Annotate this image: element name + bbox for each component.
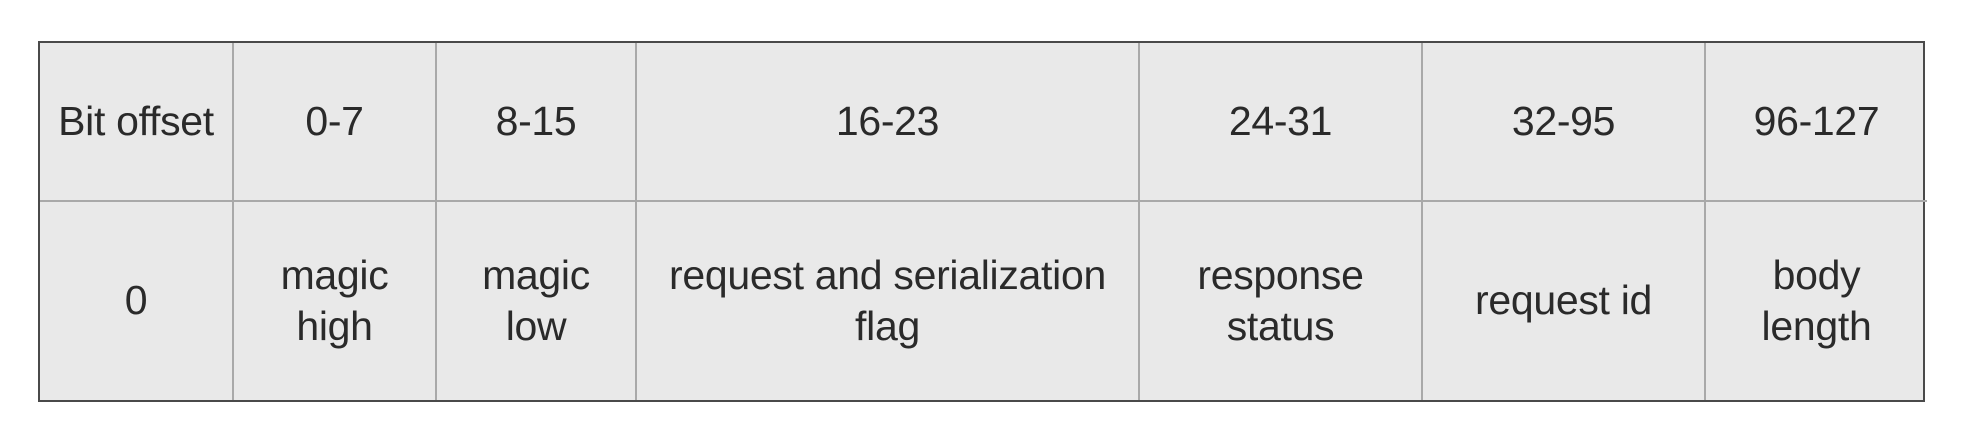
field-request-serialization-flag: request and serialization flag <box>637 202 1140 400</box>
field-magic-low: magic low <box>437 202 637 400</box>
field-request-id: request id <box>1423 202 1706 400</box>
protocol-header-table <box>38 41 1925 402</box>
range-32-95: 32-95 <box>1423 43 1706 202</box>
field-magic-high: magic high <box>234 202 437 400</box>
range-96-127: 96-127 <box>1706 43 1927 202</box>
row-offset: 0 <box>40 202 234 400</box>
field-body-length: body length <box>1761 251 1872 349</box>
field-response-status: response status <box>1140 202 1423 400</box>
range-16-23: 16-23 <box>637 43 1140 202</box>
range-8-15: 8-15 <box>437 43 637 202</box>
bit-offset-header: Bit offset <box>40 43 234 202</box>
range-0-7: 0-7 <box>234 43 437 202</box>
range-24-31: 24-31 <box>1140 43 1423 202</box>
